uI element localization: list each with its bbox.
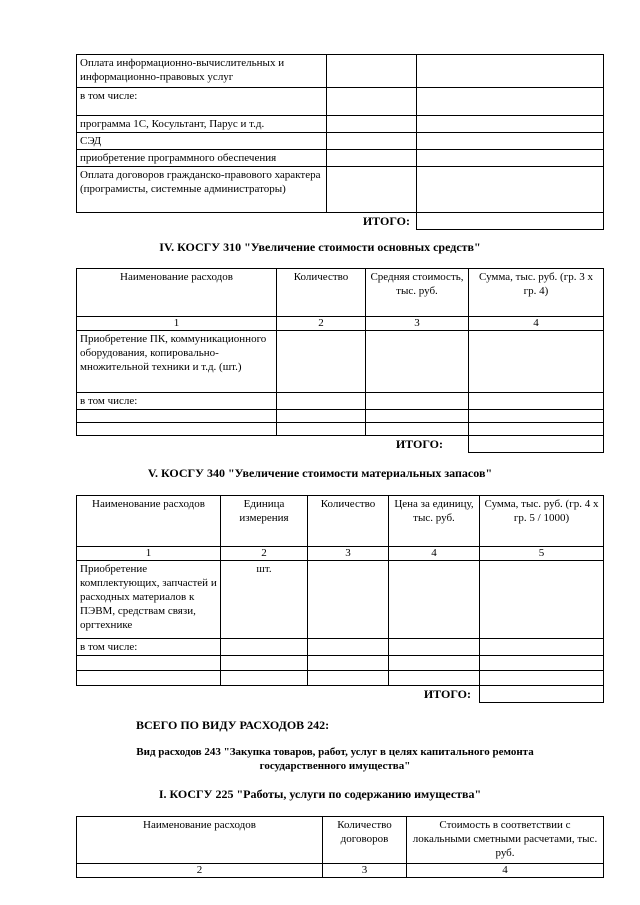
col-header: Наименование расходов [77,817,323,864]
row-label: в том числе: [77,88,327,116]
col-number: 4 [407,864,604,878]
col-header: Средняя стоимость, тыс. руб. [366,269,469,317]
section-title-iv: IV. КОСГУ 310 "Увеличение стоимости основных средств" [159,240,481,254]
col-number: 4 [389,547,480,561]
row-label: Приобретение ПК, коммуникационного оборудования, копировально-множительной техники и т.д. (шт.) [77,331,277,393]
section-title-v: V. КОСГУ 340 "Увеличение стоимости материальных запасов" [147,466,493,480]
col-header: Наименование расходов [77,496,221,547]
itogo-label: ИТОГО: [362,214,410,228]
col-header: Стоимость в соответствии с локальными сметными расчетами, тыс. руб. [407,817,604,864]
col-number: 3 [308,547,389,561]
col-header: Цена за единицу, тыс. руб. [389,496,480,547]
col-number: 2 [277,317,366,331]
row-label: в том числе: [77,639,221,656]
col-number: 3 [323,864,407,878]
col-header: Единица измерения [221,496,308,547]
col-header: Количество договоров [323,817,407,864]
col-header: Количество [308,496,389,547]
col-number: 3 [366,317,469,331]
vid-243-title: Вид расходов 243 "Закупка товаров, работ, услуг в целях капитального ремонта государственного имущества" [136,746,534,772]
table-kosgu-340 [76,495,604,703]
total-242: ВСЕГО ПО ВИДУ РАСХОДОВ 242: [136,718,330,732]
col-number: 1 [77,317,277,331]
table-kosgu-225 [76,816,604,878]
col-number: 1 [77,547,221,561]
table-services [76,54,604,230]
row-label: Оплата договоров гражданско-правового характера (програмисты, системные администраторы) [77,167,327,213]
row-label: в том числе: [77,393,277,410]
row-label: программа 1С, Косультант, Парус и т.д. [77,116,327,133]
row-label: СЭД [77,133,327,150]
col-header: Сумма, тыс. руб. (гр. 4 х гр. 5 / 1000) [480,496,604,547]
section-title-i: I. КОСГУ 225 "Работы, услуги по содержанию имущества" [158,787,482,801]
col-number: 2 [77,864,323,878]
col-header: Количество [277,269,366,317]
row-label: Приобретение комплектующих, запчастей и расходных материалов к ПЭВМ, средствам связи, оргтехнике [77,561,221,639]
unit-value: шт. [221,561,308,639]
col-number: 5 [480,547,604,561]
col-header: Сумма, тыс. руб. (гр. 3 х гр. 4) [469,269,604,317]
itogo-label: ИТОГО: [395,437,443,451]
row-label: приобретение программного обеспечения [77,150,327,167]
table-kosgu-310 [76,268,604,453]
col-header: Наименование расходов [77,269,277,317]
row-label: Оплата информационно-вычислительных и информационно-правовых услуг [77,55,327,88]
itogo-label: ИТОГО: [423,687,471,701]
col-number: 2 [221,547,308,561]
col-number: 4 [469,317,604,331]
